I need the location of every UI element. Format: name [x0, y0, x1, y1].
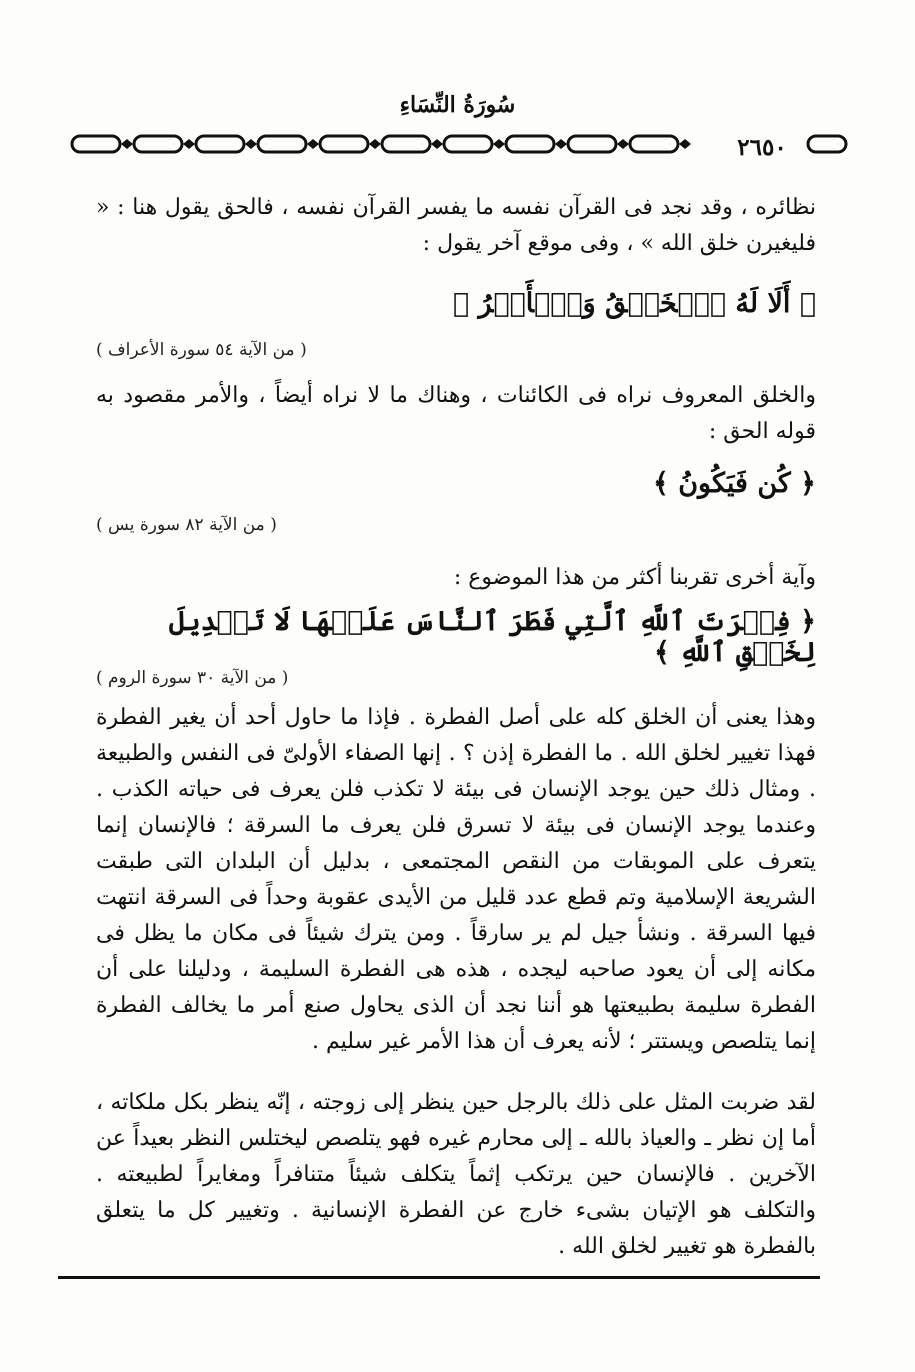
verse-citation-ar-rum: ( من الآية ٣٠ سورة الروم ) — [96, 668, 289, 688]
bottom-rule — [58, 1276, 820, 1279]
quran-verse-ar-rum: ﴿ فِطۡرَتَ ٱللَّهِ ٱلَّتِي فَطَرَ ٱلنَّاسَ عَلَيۡهَا لَا تَبۡدِيلَ لِخَلۡقِ ٱللَّهِ ﴾ — [168, 606, 816, 668]
quran-verse-al-araf: ﴿ أَلَا لَهُ ٱلۡخَلۡقُ وَٱلۡأَمۡرُ ﴾ — [452, 288, 816, 319]
paragraph-creation: والخلق المعروف نراه فى الكائنات ، وهناك ما لا نراه أيضاً ، والأمر مقصود به قوله الحق : — [96, 383, 816, 444]
surah-running-head: سُورَةُ النِّسَاءِ — [399, 92, 516, 118]
paragraph-fitra: وهذا يعنى أن الخلق كله على أصل الفطرة . فإذا ما حاول أحد أن يغير الفطرة فهذا تغيير لخلق الله . ما الفطرة إذن ؟ . إنها الصفاء الأولىّ فى النفس والطبيعة . ومثال ذلك حين يوجد الإنسان فى بيئة لا تكذب فلن يعرف فى حياته الكذب . وعندما يوجد الإنسان فى بيئة لا تسرق فلن يعرف ما السرقة ؛ فالإنسان إنما يتعرف على الموبقات من النقص المجتمعى ، بدليل أن البلدان التى طبقت الشريعة الإسلامية وتم قطع عدد قليل من الأيدى عقوبة وحداً فى السرقة انتهت فيها السرقة . ونشأ جيل لم ير سارقاً . ومن يترك شيئاً فى مكان ما يظل فى مكانه إلى أن يعود صاحبه ليجده ، هذه هى الفطرة السليمة ، ودليلنا على أن الفطرة سليمة بطبيعتها هو أننا نجد أن الذى يحاول صنع أمر ما يخالف الفطرة إنما يتلصص ويستتر ؛ لأنه يعرف أن هذا الأمر غير سليم . — [96, 705, 817, 1054]
paragraph-intro: نظائره ، وقد نجد فى القرآن نفسه ما يفسر القرآن نفسه ، فالحق يقول هنا : « فليغيرن خلق الله » ، وفى موقع آخر يقول : — [96, 195, 816, 256]
verse-citation-al-araf: ( من الآية ٥٤ سورة الأعراف ) — [96, 340, 307, 360]
paragraph-another-verse: وآية أخرى تقربنا أكثر من هذا الموضوع : — [453, 565, 816, 590]
verse-citation-yasin: ( من الآية ٨٢ سورة يس ) — [96, 515, 277, 535]
page-number: ٢٦٥٠ — [722, 134, 802, 161]
paragraph-example: لقد ضربت المثل على ذلك بالرجل حين ينظر إلى زوجته ، إنّه ينظر بكل ملكاته ، أما إن نظر ـ والعياذ بالله ـ إلى محارم غيره فهو يتلصص ليختلس النظر بعيداً عن الآخرين . فالإنسان حين يرتكب إثماً يتكلف شيئاً متنافراً ومغايراً لطبيعته . والتكلف هو الإتيان بشىء خارج عن الفطرة الإنسانية . وتغيير كل ما يتعلق بالفطرة هو تغيير لخلق الله . — [96, 1090, 816, 1259]
quran-verse-yasin: ﴿ كُن فَيَكُونُ ﴾ — [653, 468, 816, 499]
